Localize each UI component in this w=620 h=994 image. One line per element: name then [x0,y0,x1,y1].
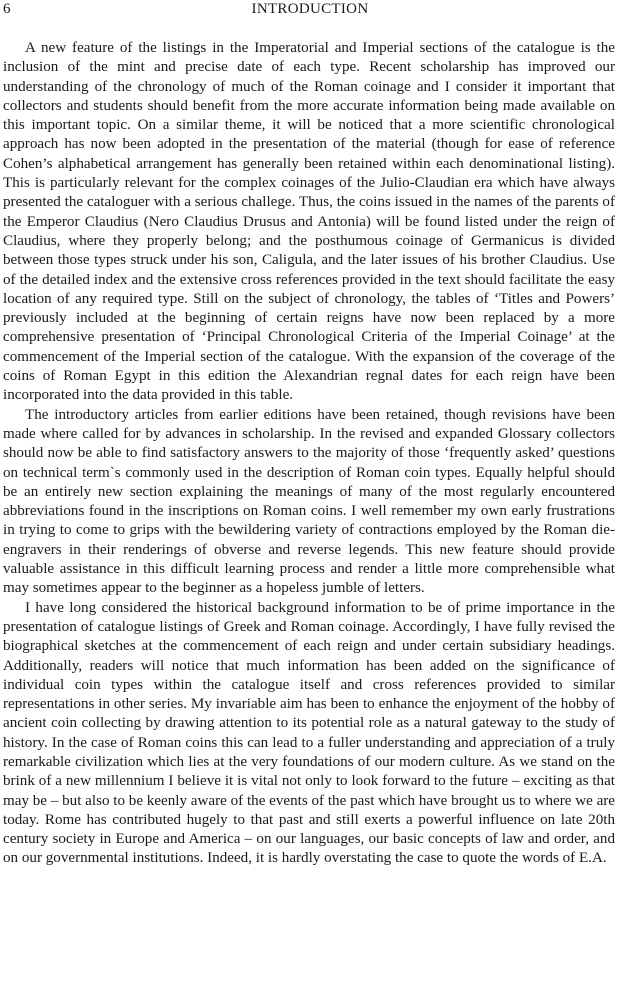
paragraph-mint-and-chronology: A new feature of the listings in the Imperatorial and Imperial sections of the catalogue is the inclusion of the mint and precise date of each type. Recent scholarship has improved our understanding of the chronology of much of the Roman coinage and I consider it important that collectors and students should benefit from the more accurate information being made available on this important topic. On a similar theme, it will be noticed that a more scientific chronological approach has now been adopted in the presentation of the material (though for ease of reference Cohen’s alphabetical arrangement has generally been retained within each denominational listing). This is particularly relevant for the complex coinages of the Julio-Claudian era which have always presented the cataloguer with a serious challege. Thus, the coins issued in the names of the parents of the Emperor Claudius (Nero Claudius Drusus and Antonia) will be found listed under the reign of Claudius, where they properly belong; and the posthumous coinage of Germanicus is divided between those types struck under his son, Caligula, and the later issues of his brother Claudius. Use of the detailed index and the extensive cross references provided in the text should facilitate the easy location of any required type. Still on the subject of chronology, the tables of ‘Titles and Powers’ previously included at the beginning of certain reigns have now been replaced by a more comprehensive presentation of ‘Principal Chronological Criteria of the Imperial Coinage’ at the commencement of the Imperial section of the catalogue. With the expansion of the coverage of the coins of Roman Egypt in this edition the Alexandrian regnal dates for each reign have been incorporated into the data provided in this table. [3,40,615,404]
body-text [3,39,615,869]
paragraph-historical-background: I have long considered the historical background information to be of prime importance in the presentation of catalogue listings of Greek and Roman coinage. Accordingly, I have fully revised the biographical sketches at the commencement of each reign and under certain subsidiary headings. Additionally, readers will notice that much information has been added on the significance of individual coin types within the catalogue itself and cross references provided to similar representations in other series. My invariable aim has been to enhance the enjoyment of the hobby of ancient coin collecting by drawing attention to its potential role as a natural gateway to the study of history. In the case of Roman coins this can lead to a fuller understanding and appreciation of a truly remarkable civilization which lies at the very foundations of our modern culture. As we stand on the brink of a new millennium I believe it is vital not only to look forward to the future – exciting as that may be – but also to be keenly aware of the events of the past which have brought us to where we are today. Rome has contributed hugely to that past and still exerts a powerful influence on late 20th century society in Europe and America – on our languages, our basic concepts of law and order, and on our governmental institutions. Indeed, it is hardly overstating the case to quote the words of E.A. [3,599,615,867]
page-number: 6 [3,1,11,17]
running-head [3,0,617,20]
paragraph-glossary-and-abbreviations: The introductory articles from earlier editions have been retained, though revisions have been made where called for by advances in scholarship. In the revised and expanded Glossary collectors should now be able to find satisfactory answers to the majority of those ‘frequently asked’ questions on technical term`s commonly used in the description of Roman coin types. Equally helpful should be an entirely new section explaining the meanings of many of the most regularly encountered abbreviations found in the inscriptions on Roman coins. I well remember my own early frustrations in trying to come to grips with the bewildering variety of contractions employed by the Roman die-engravers in their renderings of obverse and reverse legends. This new feature should provide valuable assistance in this difficult learning process and render a little more comprehensible what may sometimes appear to the beginner as a hopeless jumble of letters. [3,406,615,597]
running-title: INTRODUCTION [251,1,369,17]
